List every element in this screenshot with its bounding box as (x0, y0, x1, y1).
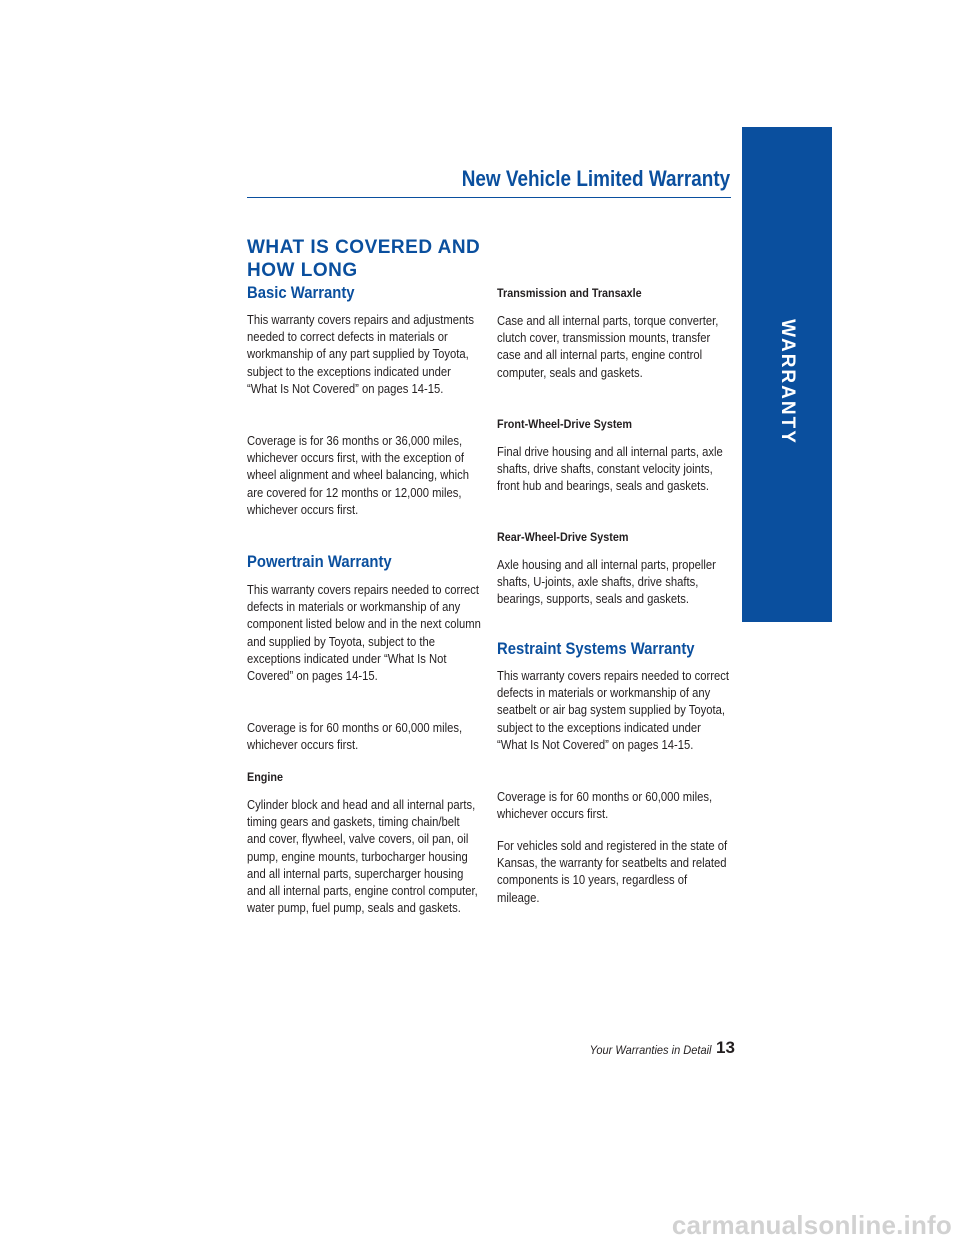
front-wheel-drive-label: Front-Wheel-Drive System (497, 417, 633, 431)
restraint-systems-paragraph-3: For vehicles sold and registered in the state of Kansas, the warranty for seatbelts and related components is 10 years, regardless of mileage. (497, 839, 728, 905)
header-rule (247, 197, 731, 198)
basic-warranty-paragraph-2: Coverage is for 36 months or 36,000 miles, whichever occurs first, with the exception of wheel alignment and wheel balancing, which are covered for 12 months or 12,000 miles, whichever occurs first. (247, 434, 470, 517)
side-tab-label: WARRANTY (777, 319, 798, 445)
front-wheel-drive-coverage-text: Final drive housing and all internal parts, axle shafts, drive shafts, constant velocity joints, front hub and bearings, seals and gaskets. (497, 445, 723, 494)
restraint-systems-warranty-heading: Restraint Systems Warranty (497, 640, 695, 658)
watermark: carmanualsonline.info (671, 1210, 952, 1240)
basic-warranty-heading: Basic Warranty (247, 284, 355, 302)
header-title: New Vehicle Limited Warranty (461, 166, 730, 191)
powertrain-warranty-heading: Powertrain Warranty (247, 553, 392, 571)
section-heading-line2: HOW LONG (247, 260, 358, 281)
footer-section-title: Your Warranties in Detail (590, 1043, 712, 1057)
page-number: 13 (716, 1038, 735, 1057)
powertrain-warranty-paragraph-1: This warranty covers repairs needed to correct defects in materials or workmanship of any component listed below and in the next column and supplied by Toyota, subject to the exceptions indicated under “What Is Not Covered” on pages 14-15. (247, 583, 481, 684)
engine-label: Engine (247, 770, 284, 784)
rear-wheel-drive-label: Rear-Wheel-Drive System (497, 530, 629, 544)
rear-wheel-drive-coverage-text: Axle housing and all internal parts, propeller shafts, U-joints, axle shafts, drive shafts, bearings, supports, seals and gaskets. (497, 558, 716, 607)
basic-warranty-paragraph-1: This warranty covers repairs and adjustments needed to correct defects in materials or workmanship of any part supplied by Toyota, subject to the exceptions indicated under “What Is Not Covered” on pages 14-15. (247, 313, 474, 396)
transmission-label: Transmission and Transaxle (497, 286, 642, 300)
side-tab (742, 127, 832, 622)
restraint-systems-paragraph-1: This warranty covers repairs needed to correct defects in materials or workmanship of any seatbelt or air bag system supplied by Toyota, subject to the exceptions indicated under “What Is Not Covered” on pages 14-15. (497, 669, 729, 752)
powertrain-warranty-paragraph-2: Coverage is for 60 months or 60,000 miles, whichever occurs first. (247, 721, 463, 753)
section-heading-line1: WHAT IS COVERED AND (247, 237, 481, 258)
restraint-systems-paragraph-2: Coverage is for 60 months or 60,000 miles, whichever occurs first. (497, 790, 713, 822)
section-heading (247, 236, 480, 282)
transmission-coverage-text: Case and all internal parts, torque converter, clutch cover, transmission mounts, transfer case and all internal parts, engine control computer, seals and gaskets. (497, 314, 719, 380)
engine-coverage-text: Cylinder block and head and all internal parts, timing gears and gaskets, timing chain/belt and cover, flywheel, valve covers, oil pan, oil pump, engine mounts, turbocharger housing and all internal parts, supercharger housing and all internal parts, engine control computer, water pump, fuel pump, seals and gaskets. (247, 798, 478, 916)
